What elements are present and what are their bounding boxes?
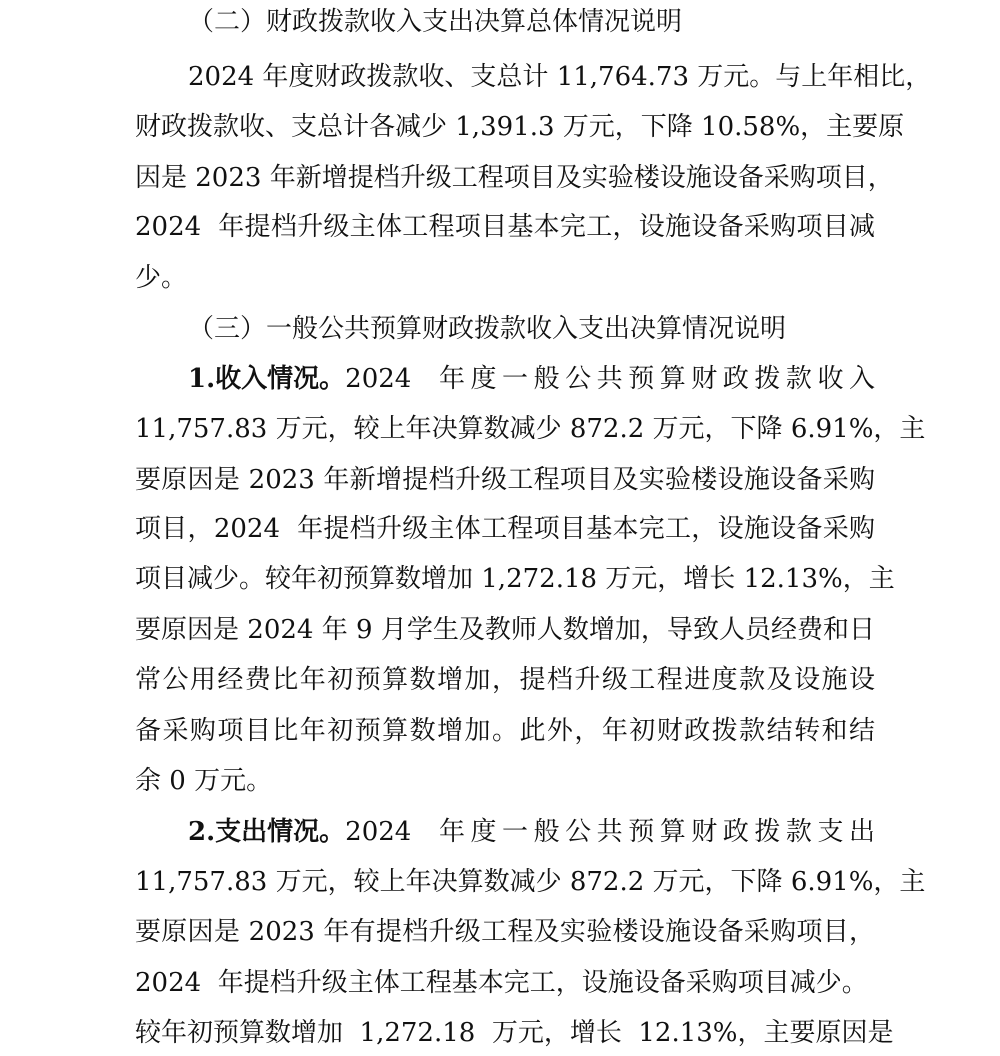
expense-first-rest: 2024 年度一般公共预算财政拨款支出 xyxy=(345,817,875,847)
expense-first-line xyxy=(188,816,875,848)
section-heading-3: （三）一般公共预算财政拨款收入支出决算情况说明 xyxy=(188,314,787,344)
paragraph-line: 财政拨款收、支总计各减少 1,391.3 万元，下降 10.58%，主要原 xyxy=(135,112,905,142)
paragraph-line: 要原因是 2023 年有提档升级工程及实验楼设施设备采购项目， xyxy=(135,917,875,947)
paragraph-line: 要原因是 2024 年 9 月学生及教师人数增加，导致人员经费和日 xyxy=(135,615,875,645)
income-first-line xyxy=(188,363,875,395)
paragraph-line: 常公用经费比年初预算数增加，提档升级工程进度款及设施设 xyxy=(135,665,875,695)
paragraph-line: 因是 2023 年新增提档升级工程项目及实验楼设施设备采购项目， xyxy=(135,163,894,193)
section-heading-2: （二）财政拨款收入支出决算总体情况说明 xyxy=(188,7,683,37)
income-lead: 1.收入情况。 xyxy=(188,364,346,394)
paragraph-line: 11,757.83 万元，较上年决算数减少 872.2 万元，下降 6.91%，主 xyxy=(135,867,926,897)
paragraph-line: 2024 年提档升级主体工程项目基本完工，设施设备采购项目减 xyxy=(135,212,875,242)
paragraph-line: 备采购项目比年初预算数增加。此外，年初财政拨款结转和结 xyxy=(135,716,875,746)
paragraph-line: 余 0 万元。 xyxy=(135,766,273,796)
paragraph-line: 项目，2024 年提档升级主体工程项目基本完工，设施设备采购 xyxy=(135,514,875,544)
paragraph-line: 要原因是 2023 年新增提档升级工程项目及实验楼设施设备采购 xyxy=(135,465,875,495)
paragraph-line: 2024 年提档升级主体工程基本完工，设施设备采购项目减少。 xyxy=(135,968,868,998)
paragraph-line: 项目减少。较年初预算数增加 1,272.18 万元，增长 12.13%，主 xyxy=(135,564,895,594)
paragraph-line: 较年初预算数增加 1,272.18 万元，增长 12.13%，主要原因是 xyxy=(135,1018,894,1048)
expense-lead: 2.支出情况。 xyxy=(188,817,346,847)
paragraph-line: 少。 xyxy=(135,263,188,293)
income-first-rest: 2024 年度一般公共预算财政拨款收入 xyxy=(345,364,875,394)
paragraph-line: 2024 年度财政拨款收、支总计 11,764.73 万元。与上年相比， xyxy=(188,62,932,92)
paragraph-line: 11,757.83 万元，较上年决算数减少 872.2 万元，下降 6.91%，主 xyxy=(135,414,926,444)
